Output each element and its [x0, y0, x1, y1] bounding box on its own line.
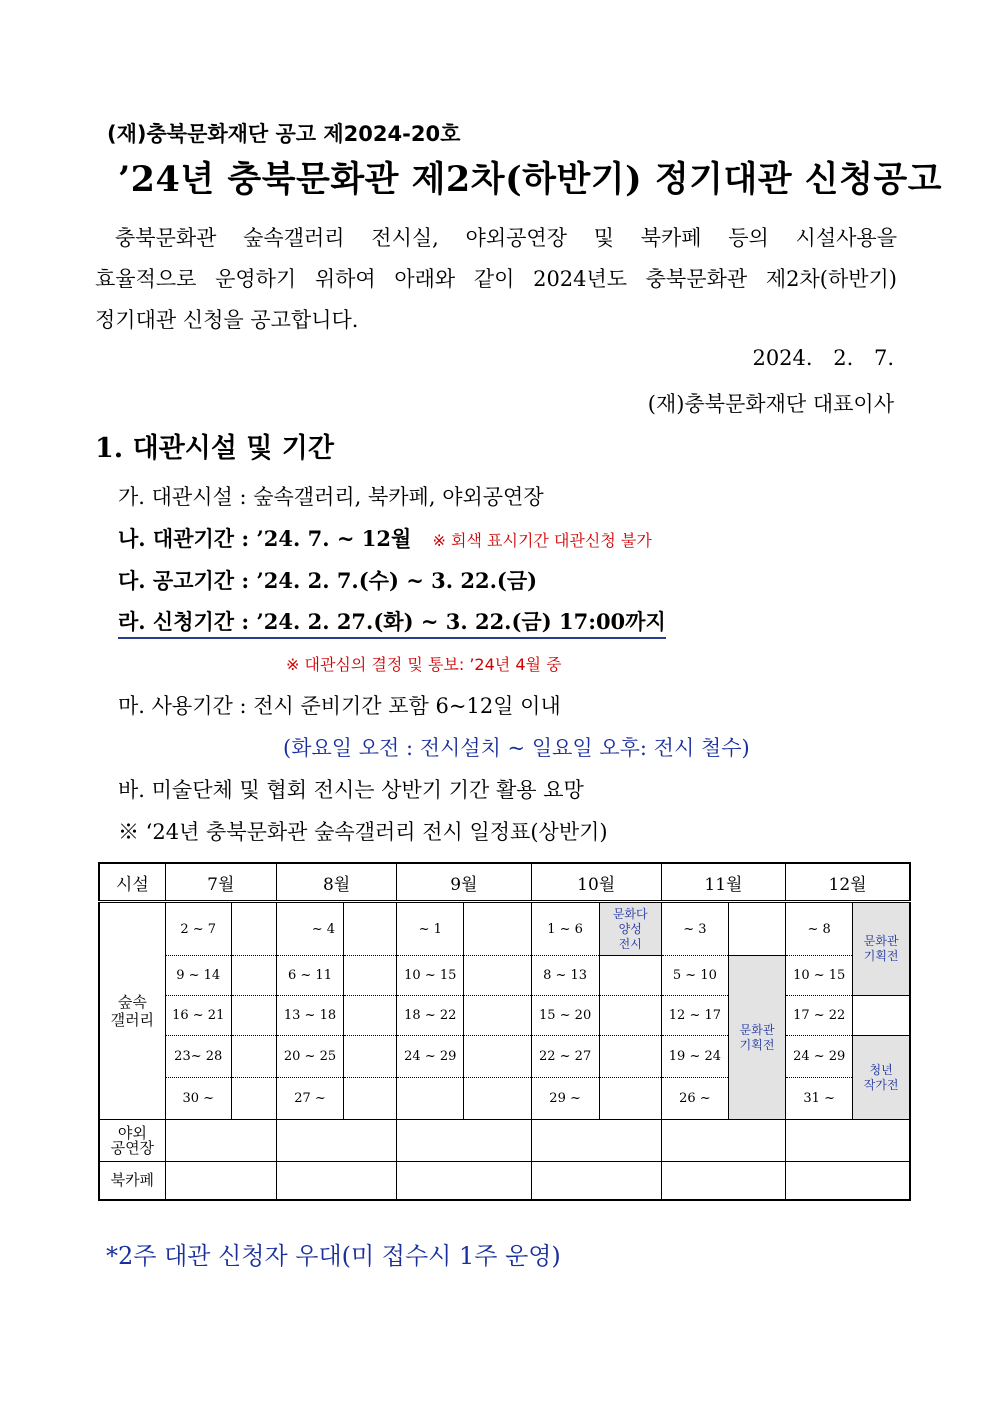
item-association-note: 바. 미술단체 및 협회 전시는 상반기 기간 활용 요망	[118, 778, 584, 802]
date-cell: 29 ~	[531, 1078, 599, 1120]
date-cell: 23~ 28	[165, 1036, 231, 1078]
header-cell: 시설	[99, 863, 165, 902]
empty-cell	[276, 1162, 396, 1200]
empty-cell	[786, 1120, 910, 1162]
date-cell: 13 ~ 18	[276, 996, 343, 1036]
empty-cell	[231, 1078, 276, 1120]
empty-cell	[464, 956, 531, 996]
empty-cell	[853, 996, 910, 1036]
empty-cell	[599, 1036, 661, 1078]
header-cell: 11월	[661, 863, 785, 902]
table-row	[99, 1162, 910, 1200]
empty-cell	[728, 902, 785, 956]
schedule-table	[98, 862, 911, 1201]
table-row	[99, 1120, 910, 1162]
empty-cell	[344, 902, 397, 956]
empty-cell	[231, 956, 276, 996]
empty-cell	[599, 956, 661, 996]
empty-cell	[531, 1120, 661, 1162]
table-row	[99, 1078, 910, 1120]
date-cell: ~ 8	[786, 902, 853, 956]
empty-cell	[231, 996, 276, 1036]
date-cell: 1 ~ 6	[531, 902, 599, 956]
empty-cell	[165, 1162, 276, 1200]
date-cell: ~ 4	[276, 902, 343, 956]
notice-date: 2024. 2. 7.	[752, 346, 894, 370]
unavailable-block: 문화다 양성 전시	[599, 902, 661, 956]
empty-cell	[661, 1162, 785, 1200]
date-cell: 19 ~ 24	[661, 1036, 728, 1078]
empty-cell	[165, 1120, 276, 1162]
intro-line: 충북문화관 숲속갤러리 전시실, 야외공연장 및 북카페 등의 시설사용을	[115, 226, 897, 250]
date-cell: 9 ~ 14	[165, 956, 231, 996]
table-row	[99, 1036, 910, 1078]
facility-book-cafe: 북카페	[99, 1162, 165, 1200]
date-cell	[397, 1078, 464, 1120]
rental-period-text: 나. 대관기간 : ’24. 7. ~ 12월	[118, 526, 412, 551]
date-cell: 5 ~ 10	[661, 956, 728, 996]
table-row	[99, 956, 910, 996]
unavailable-block: 청년 작가전	[853, 1036, 910, 1120]
table-header-row	[99, 863, 910, 902]
empty-cell	[231, 1036, 276, 1078]
empty-cell	[599, 1078, 661, 1120]
date-cell: 24 ~ 29	[786, 1036, 853, 1078]
empty-cell	[397, 1120, 531, 1162]
date-cell: 6 ~ 11	[276, 956, 343, 996]
schedule-caption: ※ ‘24년 충북문화관 숲속갤러리 전시 일정표(상반기)	[118, 820, 608, 844]
empty-cell	[344, 996, 397, 1036]
date-cell: ~ 3	[661, 902, 728, 956]
unavailable-block: 문화관 기획전	[728, 956, 785, 1120]
date-cell: 17 ~ 22	[786, 996, 853, 1036]
empty-cell	[786, 1162, 910, 1200]
empty-cell	[276, 1120, 396, 1162]
header-cell: 12월	[786, 863, 910, 902]
header-cell: 9월	[397, 863, 531, 902]
date-cell: 30 ~	[165, 1078, 231, 1120]
empty-cell	[231, 902, 276, 956]
empty-cell	[397, 1162, 531, 1200]
facility-gallery: 숲속 갤러리	[99, 902, 165, 1120]
table-row	[99, 902, 910, 956]
date-cell: 8 ~ 13	[531, 956, 599, 996]
usage-note: (화요일 오전 : 전시설치 ~ 일요일 오후: 전시 철수)	[283, 736, 750, 760]
footer-note: *2주 대관 신청자 우대(미 접수시 1주 운영)	[106, 1242, 561, 1270]
date-cell: 22 ~ 27	[531, 1036, 599, 1078]
empty-cell	[464, 996, 531, 1036]
intro-line: 효율적으로 운영하기 위하여 아래와 같이 2024년도 충북문화관 제2차(하반기)	[95, 267, 897, 291]
empty-cell	[344, 956, 397, 996]
date-cell: 15 ~ 20	[531, 996, 599, 1036]
item-facility: 가. 대관시설 : 숲속갤러리, 북카페, 야외공연장	[118, 485, 544, 509]
intro-paragraph	[95, 218, 897, 341]
signature: (재)충북문화재단 대표이사	[647, 392, 894, 416]
section-heading: 1. 대관시설 및 기간	[95, 433, 334, 464]
date-cell: 10 ~ 15	[786, 956, 853, 996]
date-cell: 10 ~ 15	[397, 956, 464, 996]
item-notice-period: 다. 공고기간 : ’24. 2. 7.(수) ~ 3. 22.(금)	[118, 568, 538, 593]
empty-cell	[464, 1078, 531, 1120]
item-rental-period	[118, 523, 652, 553]
date-cell: ~ 1	[397, 902, 464, 956]
date-cell: 26 ~	[661, 1078, 728, 1120]
empty-cell	[344, 1036, 397, 1078]
decision-note: ※ 대관심의 결정 및 통보: ’24년 4월 중	[286, 655, 562, 674]
date-cell: 2 ~ 7	[165, 902, 231, 956]
date-cell: 18 ~ 22	[397, 996, 464, 1036]
empty-cell	[531, 1162, 661, 1200]
date-cell: 31 ~	[786, 1078, 853, 1120]
facility-outdoor-stage: 야외 공연장	[99, 1120, 165, 1162]
date-cell: 24 ~ 29	[397, 1036, 464, 1078]
header-cell: 10월	[531, 863, 661, 902]
header-cell: 7월	[165, 863, 276, 902]
table-row	[99, 996, 910, 1036]
date-cell: 16 ~ 21	[165, 996, 231, 1036]
date-cell: 20 ~ 25	[276, 1036, 343, 1078]
empty-cell	[661, 1120, 785, 1162]
item-application-period: 라. 신청기간 : ’24. 2. 27.(화) ~ 3. 22.(금) 17:00까지	[118, 606, 666, 639]
empty-cell	[464, 902, 531, 956]
page-title: ’24년 충북문화관 제2차(하반기) 정기대관 신청공고	[118, 159, 942, 200]
header-cell: 8월	[276, 863, 396, 902]
empty-cell	[599, 996, 661, 1036]
empty-cell	[344, 1078, 397, 1120]
notice-number: (재)충북문화재단 공고 제2024-20호	[107, 122, 461, 146]
item-usage-period: 마. 사용기간 : 전시 준비기간 포함 6~12일 이내	[118, 694, 561, 718]
date-cell: 12 ~ 17	[661, 996, 728, 1036]
unavailable-block: 문화관 기획전	[853, 902, 910, 996]
empty-cell	[464, 1036, 531, 1078]
gray-note: ※ 회색 표시기간 대관신청 불가	[432, 531, 652, 550]
intro-line: 정기대관 신청을 공고합니다.	[95, 308, 359, 332]
date-cell: 27 ~	[276, 1078, 343, 1120]
